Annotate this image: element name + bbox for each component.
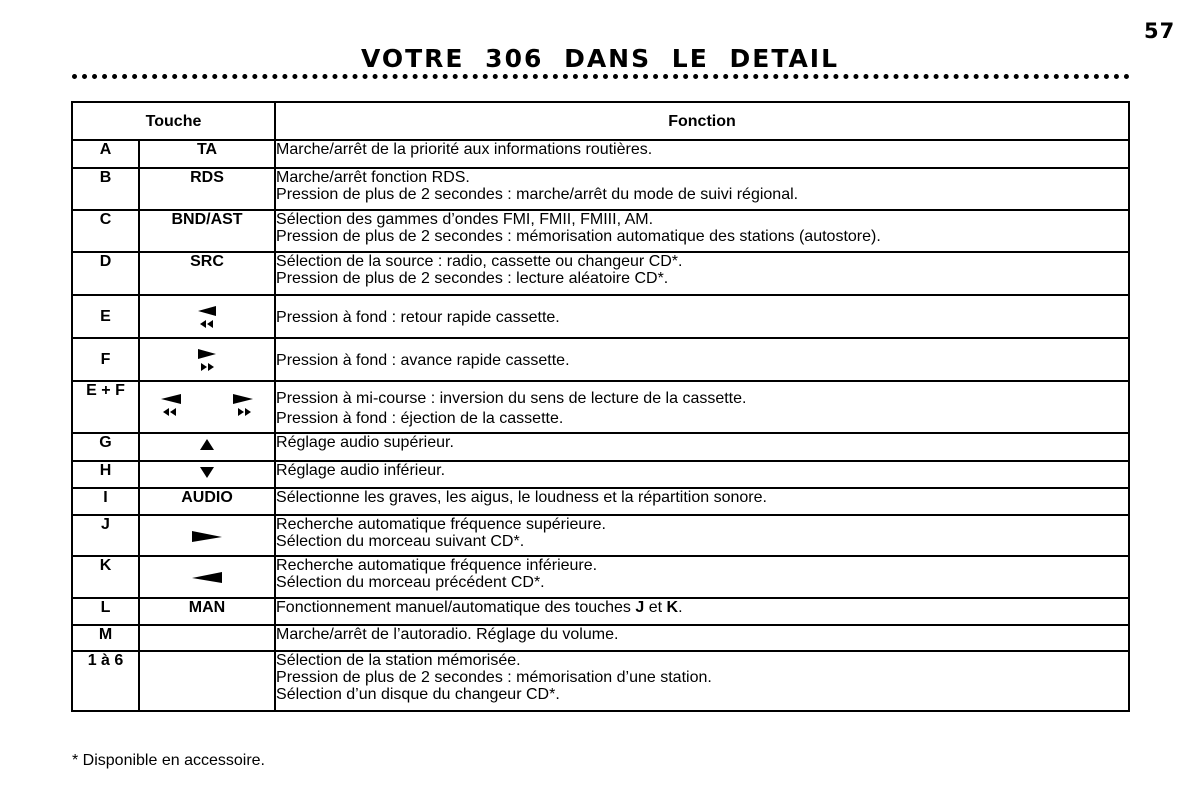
function-text: Fonctionnement manuel/automatique des touches [276, 599, 636, 616]
key-function [275, 433, 1129, 461]
key-function [275, 381, 1129, 433]
key-function [275, 598, 1129, 625]
table-row [72, 381, 1129, 433]
function-line: Sélection du morceau précédent CD*. [276, 574, 545, 591]
key-label: RDS [139, 168, 275, 210]
key-letter: J [72, 515, 139, 556]
key-function [275, 338, 1129, 381]
key-symbol [139, 433, 275, 461]
table-row [72, 651, 1129, 711]
key-letter: D [72, 252, 139, 295]
key-letter: C [72, 210, 139, 252]
dotted-divider [72, 74, 1130, 79]
table-row [72, 461, 1129, 488]
table-row [72, 295, 1129, 338]
table-row [72, 598, 1129, 625]
table-row [72, 625, 1129, 651]
key-function [275, 295, 1129, 338]
function-line: Recherche automatique fréquence supérieure. [276, 516, 606, 533]
key-reference-j: J [635, 599, 645, 616]
key-letter: I [72, 488, 139, 515]
key-label: AUDIO [139, 488, 275, 515]
table-row [72, 338, 1129, 381]
function-line: Pression de plus de 2 secondes : marche/arrêt du mode de suivi régional. [276, 186, 799, 203]
key-function [275, 168, 1129, 210]
function-text: . [678, 599, 683, 616]
header-touche: Touche [72, 102, 275, 140]
key-letter: G [72, 433, 139, 461]
key-function [275, 625, 1129, 651]
key-reference-k: K [666, 599, 679, 616]
table-row [72, 515, 1129, 556]
triangle-down-icon [140, 466, 274, 478]
key-symbol [139, 295, 275, 338]
fast-forward-icon [140, 347, 274, 373]
key-letter: K [72, 556, 139, 598]
table-row [72, 140, 1129, 168]
function-line: Marche/arrêt de la priorité aux informations routières. [276, 141, 653, 158]
key-letter: E + F [72, 381, 139, 433]
table-row [72, 556, 1129, 598]
function-line: Pression de plus de 2 secondes : mémorisation automatique des stations (autostore). [276, 228, 881, 245]
function-text: et [644, 599, 667, 616]
key-label: MAN [139, 598, 275, 625]
page-title: VOTRE 306 DANS LE DETAIL [360, 44, 840, 73]
footnote: * Disponible en accessoire. [72, 752, 265, 769]
key-letter: 1 à 6 [72, 651, 139, 711]
key-function [275, 210, 1129, 252]
key-function [275, 461, 1129, 488]
page-number: 57 [1144, 19, 1176, 43]
function-line: Réglage audio inférieur. [276, 462, 446, 479]
table-row [72, 252, 1129, 295]
key-function [275, 515, 1129, 556]
function-line: Pression de plus de 2 secondes : mémorisation d’une station. [276, 669, 712, 686]
function-line: Pression à mi-course : inversion du sens de lecture de la cassette. [276, 390, 747, 407]
key-function [275, 556, 1129, 598]
key-function [275, 651, 1129, 711]
table-row [72, 210, 1129, 252]
header-fonction: Fonction [275, 102, 1129, 140]
key-letter: M [72, 625, 139, 651]
function-line: Sélection du morceau suivant CD*. [276, 533, 525, 550]
seek-right-icon [140, 529, 274, 543]
key-symbol [139, 461, 275, 488]
key-letter: E [72, 295, 139, 338]
function-line: Marche/arrêt de l’autoradio. Réglage du volume. [276, 626, 619, 643]
key-symbol [139, 515, 275, 556]
key-function [275, 252, 1129, 295]
function-line [276, 599, 1128, 616]
rewind-icon [140, 304, 274, 330]
function-line: Sélection d’un disque du changeur CD*. [276, 686, 560, 703]
function-line: Recherche automatique fréquence inférieure. [276, 557, 598, 574]
key-symbol [139, 338, 275, 381]
table-row [72, 433, 1129, 461]
function-line: Pression à fond : avance rapide cassette. [276, 352, 570, 369]
function-line: Sélection de la station mémorisée. [276, 652, 521, 669]
key-symbol [139, 556, 275, 598]
function-line: Pression à fond : retour rapide cassette. [276, 309, 560, 326]
function-line: Pression à fond : éjection de la cassette. [276, 410, 564, 427]
function-line: Sélection des gammes d’ondes FMI, FMII, FMIII, AM. [276, 211, 654, 228]
key-letter: A [72, 140, 139, 168]
key-function [275, 488, 1129, 515]
controls-table [71, 101, 1130, 712]
key-label: SRC [139, 252, 275, 295]
table-row [72, 488, 1129, 515]
table-header-row [72, 102, 1129, 140]
function-line: Sélection de la source : radio, cassette ou changeur CD*. [276, 253, 683, 270]
table-row [72, 168, 1129, 210]
triangle-up-icon [140, 439, 274, 451]
function-line: Sélectionne les graves, les aigus, le loudness et la répartition sonore. [276, 489, 767, 506]
key-label: BND/AST [139, 210, 275, 252]
key-letter: B [72, 168, 139, 210]
function-line: Réglage audio supérieur. [276, 434, 454, 451]
key-symbol [139, 381, 275, 433]
function-line: Marche/arrêt fonction RDS. [276, 169, 470, 186]
function-line: Pression de plus de 2 secondes : lecture aléatoire CD*. [276, 270, 669, 287]
rewind-and-fast-forward-icons [140, 392, 274, 418]
key-letter: L [72, 598, 139, 625]
key-letter: F [72, 338, 139, 381]
key-letter: H [72, 461, 139, 488]
seek-left-icon [140, 570, 274, 584]
key-function [275, 140, 1129, 168]
key-label [139, 651, 275, 711]
key-label [139, 625, 275, 651]
key-label: TA [139, 140, 275, 168]
